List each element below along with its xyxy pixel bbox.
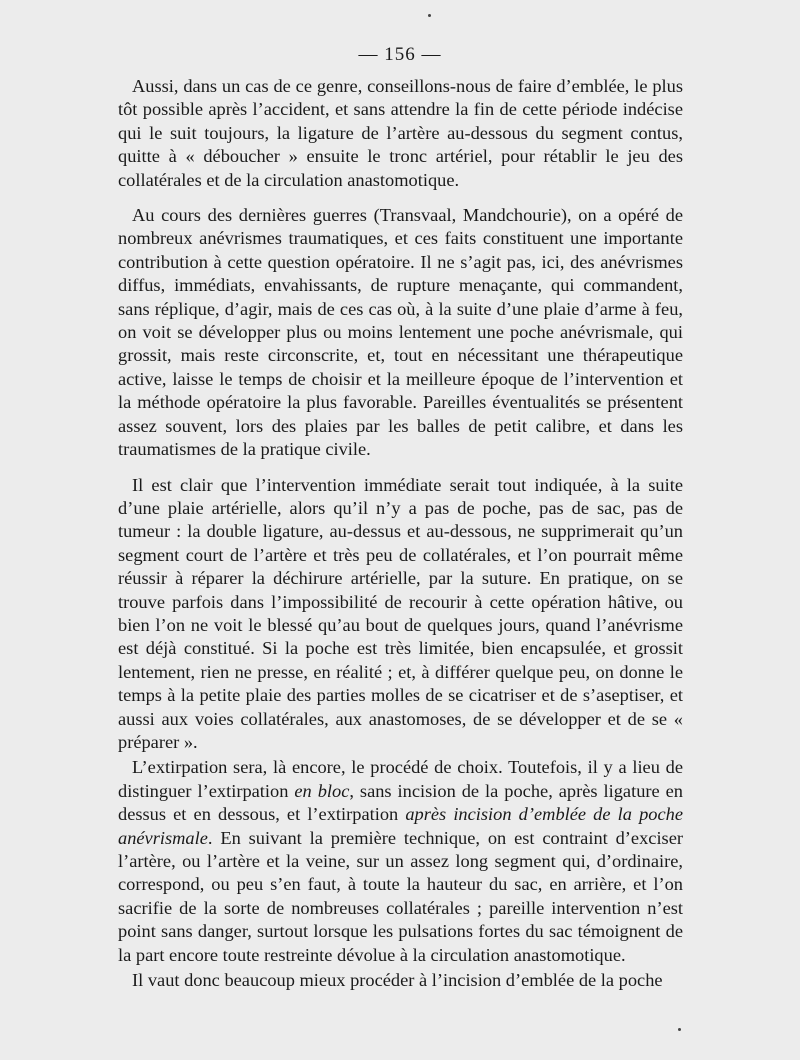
paragraph-4 <box>118 756 683 967</box>
paragraph-3-text: Il est clair que l’intervention immédiate serait tout indiquée, à la suite d’une plaie artérielle, alors qu’il n’y a pas de poche, pas de sac, pas de tumeur : la double ligature, au-dessus et au-dessous, ne supprimerait qu’un segment court de l’artère et très peu de collatérales, et l’on pourrait même réussir à réparer la déchirure artérielle, par la suture. En pratique, on se trouve parfois dans l’impossibilité de recourir à cette opération hâtive, ou bien l’on ne voit le blessé qu’au bout de quelques jours, quand l’anévrisme est déjà constitué. Si la poche est très limitée, bien encapsulée, et grossit lentement, rien ne presse, en réalité ; et, à différer quelque peu, on donne le temps à la petite plaie des parties molles de se cicatriser et de s’aseptiser, et aussi aux voies collatérales, aux anastomoses, de se développer et de se « préparer ». <box>118 474 683 752</box>
paper-speck <box>678 1028 681 1031</box>
body-text <box>118 75 683 992</box>
paragraph-4-text-c: . En suivant la première technique, on est contraint d’exciser l’artère, ou l’artère et la veine, sur un assez long segment qui, d’ordinaire, correspond, ou peu s’en faut, à toute la hauteur du sac, en arrière, et l’on sacrifie de la sorte de nombreuses collatérales ; pareille intervention n’est point sans danger, surtout lorsque les pulsations fortes du sac témoignent de la part encore toute restreinte dévolue à la circulation anastomotique. <box>118 827 683 965</box>
paper-speck <box>428 14 431 17</box>
paragraph-1-text: Aussi, dans un cas de ce genre, conseillons-nous de faire d’emblée, le plus tôt possible après l’accident, et sans attendre la fin de cette période indécise qui le suit toujours, la ligature de l’artère au-dessous du segment contus, quitte à « déboucher » ensuite le tronc artériel, pour rétablir le jeu des collatérales et de la circulation anastomotique. <box>118 76 683 190</box>
paragraph-5-text: Il vaut donc beaucoup mieux procéder à l’incision d’emblée de la poche <box>132 970 663 991</box>
paragraph-4-text-b: , sans incision de la poche, après ligature en dessus et en dessous, et l’extirpation <box>118 780 683 825</box>
page-number: — 156 — <box>358 44 442 65</box>
paragraph-4-italic-en-bloc: en bloc <box>294 780 350 801</box>
paragraph-4-italic-incision: après incision d’emblée de la poche anévrismale <box>118 804 683 848</box>
paragraph-5 <box>118 969 683 992</box>
paragraph-4-text-a: L’extirpation sera, là encore, le procédé de choix. Toutefois, il y a lieu de distinguer l’extirpation <box>118 757 683 801</box>
paragraph-2 <box>118 204 683 461</box>
paragraph-3 <box>118 474 683 755</box>
paragraph-2-text: Au cours des dernières guerres (Transvaal, Mandchourie), on a opéré de nombreux anévrismes traumatiques, et ces faits constituent une importante contribution à cette question opératoire. Il ne s’agit pas, ici, des anévrismes diffus, immédiats, envahissants, de rupture menaçante, qui commandent, sans réplique, d’agir, mais de ces cas où, à la suite d’une plaie d’arme à feu, on voit se développer plus ou moins lentement une poche anévrismale, qui grossit, mais reste circonscrite, et, tout en nécessitant une thérapeutique active, laisse le temps de choisir et la meilleure époque de l’intervention et la méthode opératoire la plus favorable. Pareilles éventualités se présentent assez souvent, lors des plaies par les balles de petit calibre, et dans les traumatismes de la pratique civile. <box>118 205 683 460</box>
paragraph-1 <box>118 75 683 192</box>
